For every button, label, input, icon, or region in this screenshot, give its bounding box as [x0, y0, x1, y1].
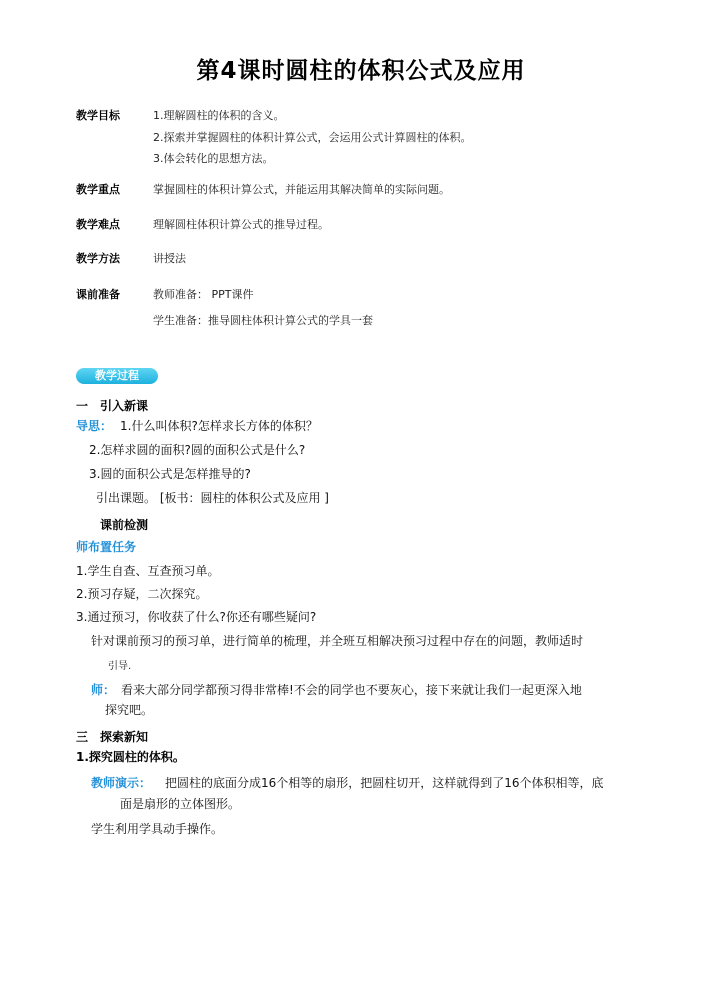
section-heading: 一 引入新课 [76, 399, 149, 413]
student-action: 学生利用学具动手操作。 [91, 822, 224, 836]
task-item: 2.预习存疑，二次探究。 [76, 587, 208, 601]
method-text: 讲授法 [153, 252, 186, 265]
demo-label: 教师演示： [91, 776, 152, 790]
key-points-text: 掌握圆柱的体积计算公式，并能运用其解决简单的实际问题。 [153, 183, 450, 196]
prep-label: 课前准备 [76, 288, 120, 301]
intro-text: 引出课题。 [板书：圆柱的体积公式及应用 ] [96, 491, 329, 505]
prep-teacher-text: 教师准备： PPT课件 [153, 288, 254, 301]
prep-student-text: 学生准备：推导圆柱体积计算公式的学具一套 [153, 314, 373, 327]
difficulties-text: 理解圆柱体积计算公式的推导过程。 [153, 218, 329, 231]
paragraph-line: 引导. [108, 661, 132, 672]
question-item: 3.圆的面积公式是怎样推导的? [89, 467, 251, 481]
key-points-label: 教学重点 [76, 183, 120, 196]
teacher-line: 看来大部分同学都预习得非常棒!不会的同学也不要灰心，接下来就让我们一起更深入地 [121, 683, 582, 697]
page-title: 第4课时圆柱的体积公式及应用 [196, 58, 526, 84]
section-heading: 课前检测 [100, 518, 149, 532]
objective-item: 1.理解圆柱的体积的含义。 [153, 109, 285, 122]
objectives-label: 教学目标 [76, 109, 120, 122]
process-badge: 教学过程 [76, 368, 158, 384]
method-label: 教学方法 [76, 252, 120, 265]
paragraph-line: 针对课前预习的预习单，进行简单的梳理，并全班互相解决预习过程中存在的问题，教师适时 [91, 634, 584, 648]
teacher-line: 探究吧。 [105, 703, 154, 717]
teacher-label: 师： [91, 683, 116, 697]
demo-line: 把圆柱的底面分成16个相等的扇形，把圆柱切开，这样就得到了16个体积相等，底 [165, 776, 604, 790]
demo-line: 面是扇形的立体图形。 [120, 797, 241, 811]
guide-label: 导思： [76, 419, 113, 433]
question-item: 2.怎样求圆的面积?圆的面积公式是什么? [89, 443, 306, 457]
section-heading: 三 探索新知 [76, 730, 149, 744]
sub-heading: 1.探究圆柱的体积。 [76, 750, 185, 764]
objective-item: 3.体会转化的思想方法。 [153, 152, 274, 165]
task-item: 1.学生自查、互查预习单。 [76, 564, 220, 578]
objective-item: 2.探索并掌握圆柱的体积计算公式，会运用公式计算圆柱的体积。 [153, 131, 472, 144]
task-label: 师布置任务 [76, 540, 137, 554]
task-item: 3.通过预习，你收获了什么?你还有哪些疑问? [76, 610, 317, 624]
question-item: 1.什么叫体积?怎样求长方体的体积？ [120, 419, 318, 433]
difficulties-label: 教学难点 [76, 218, 120, 231]
